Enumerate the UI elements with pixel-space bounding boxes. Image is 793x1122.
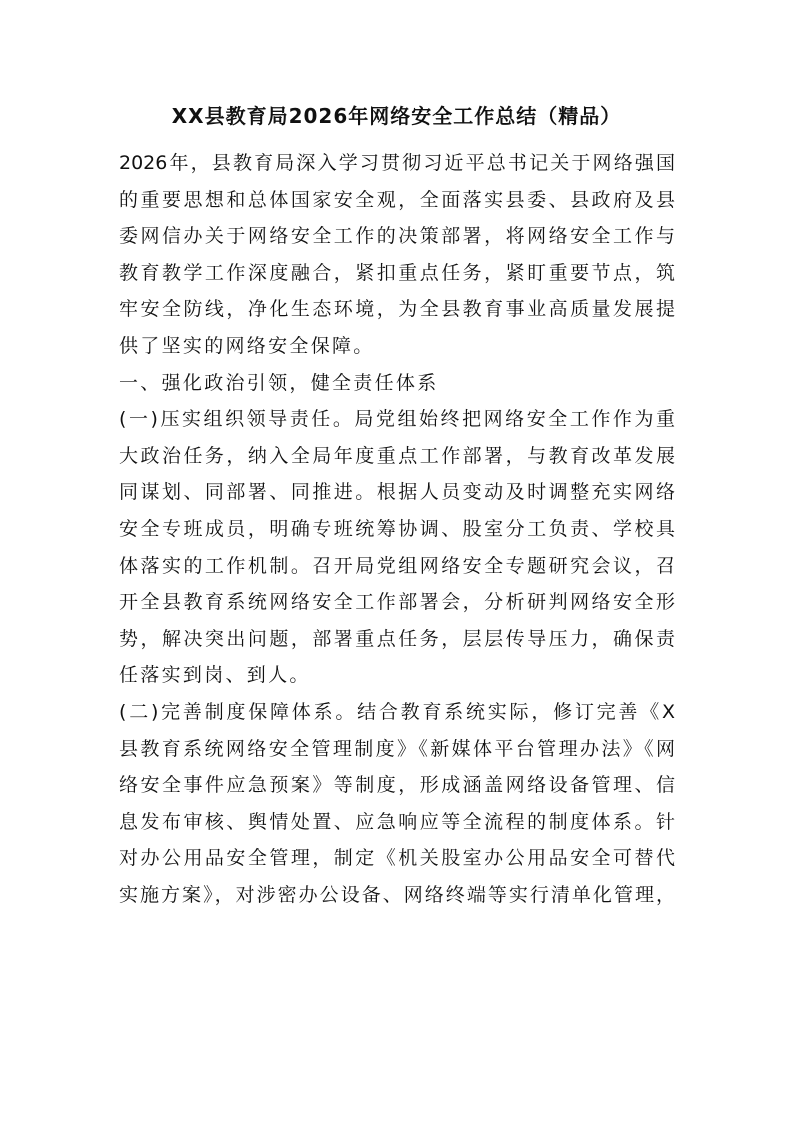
text-line: (一)压实组织领导责任。局党组始终把网络安全工作作为重 [119, 408, 675, 431]
text-line: 供了坚实的网络安全保障。 [119, 334, 375, 357]
text-line: 任落实到岗、到人。 [119, 664, 311, 687]
text-line: 2026年，县教育局深入学习贯彻习近平总书记关于网络强国 [119, 152, 675, 174]
text-line: 息发布审核、舆情处置、应急响应等全流程的制度体系。针 [119, 810, 675, 833]
text-line: 牢安全防线，净化生态环境，为全县教育事业高质量发展提 [119, 298, 675, 321]
text-line: 对办公用品安全管理，制定《机关股室办公用品安全可替代 [119, 847, 675, 870]
text-line: 安全专班成员，明确专班统筹协调、股室分工负责、学校具 [119, 517, 675, 540]
text-line: 实施方案》，对涉密办公设备、网络终端等实行清单化管理， [119, 883, 675, 906]
text-line: (二)完善制度保障体系。结合教育系统实际，修订完善《X [119, 700, 675, 723]
text-line: 大政治任务，纳入全局年度重点工作部署，与教育改革发展 [119, 444, 675, 467]
text-line: 的重要思想和总体国家安全观，全面落实县委、县政府及县 [119, 188, 675, 211]
text-line: 开全县教育系统网络安全工作部署会，分析研判网络安全形 [119, 591, 675, 614]
text-line: 委网信办关于网络安全工作的决策部署，将网络安全工作与 [119, 225, 675, 248]
document-body [119, 145, 675, 913]
text-line: 同谋划、同部署、同推进。根据人员变动及时调整充实网络 [119, 481, 675, 504]
text-line: 一、强化政治引领，健全责任体系 [119, 371, 439, 394]
text-line: 体落实的工作机制。召开局党组网络安全专题研究会议，召 [119, 554, 675, 577]
text-line: 势，解决突出问题，部署重点任务，层层传导压力，确保责 [119, 627, 675, 650]
text-line: 教育教学工作深度融合，紧扣重点任务，紧盯重要节点，筑 [119, 261, 675, 284]
text-line: 县教育系统网络安全管理制度》《新媒体平台管理办法》《网 [119, 737, 675, 760]
text-line: 络安全事件应急预案》等制度，形成涵盖网络设备管理、信 [119, 774, 675, 797]
document-title: XX县教育局2026年网络安全工作总结（精品） [171, 104, 622, 128]
